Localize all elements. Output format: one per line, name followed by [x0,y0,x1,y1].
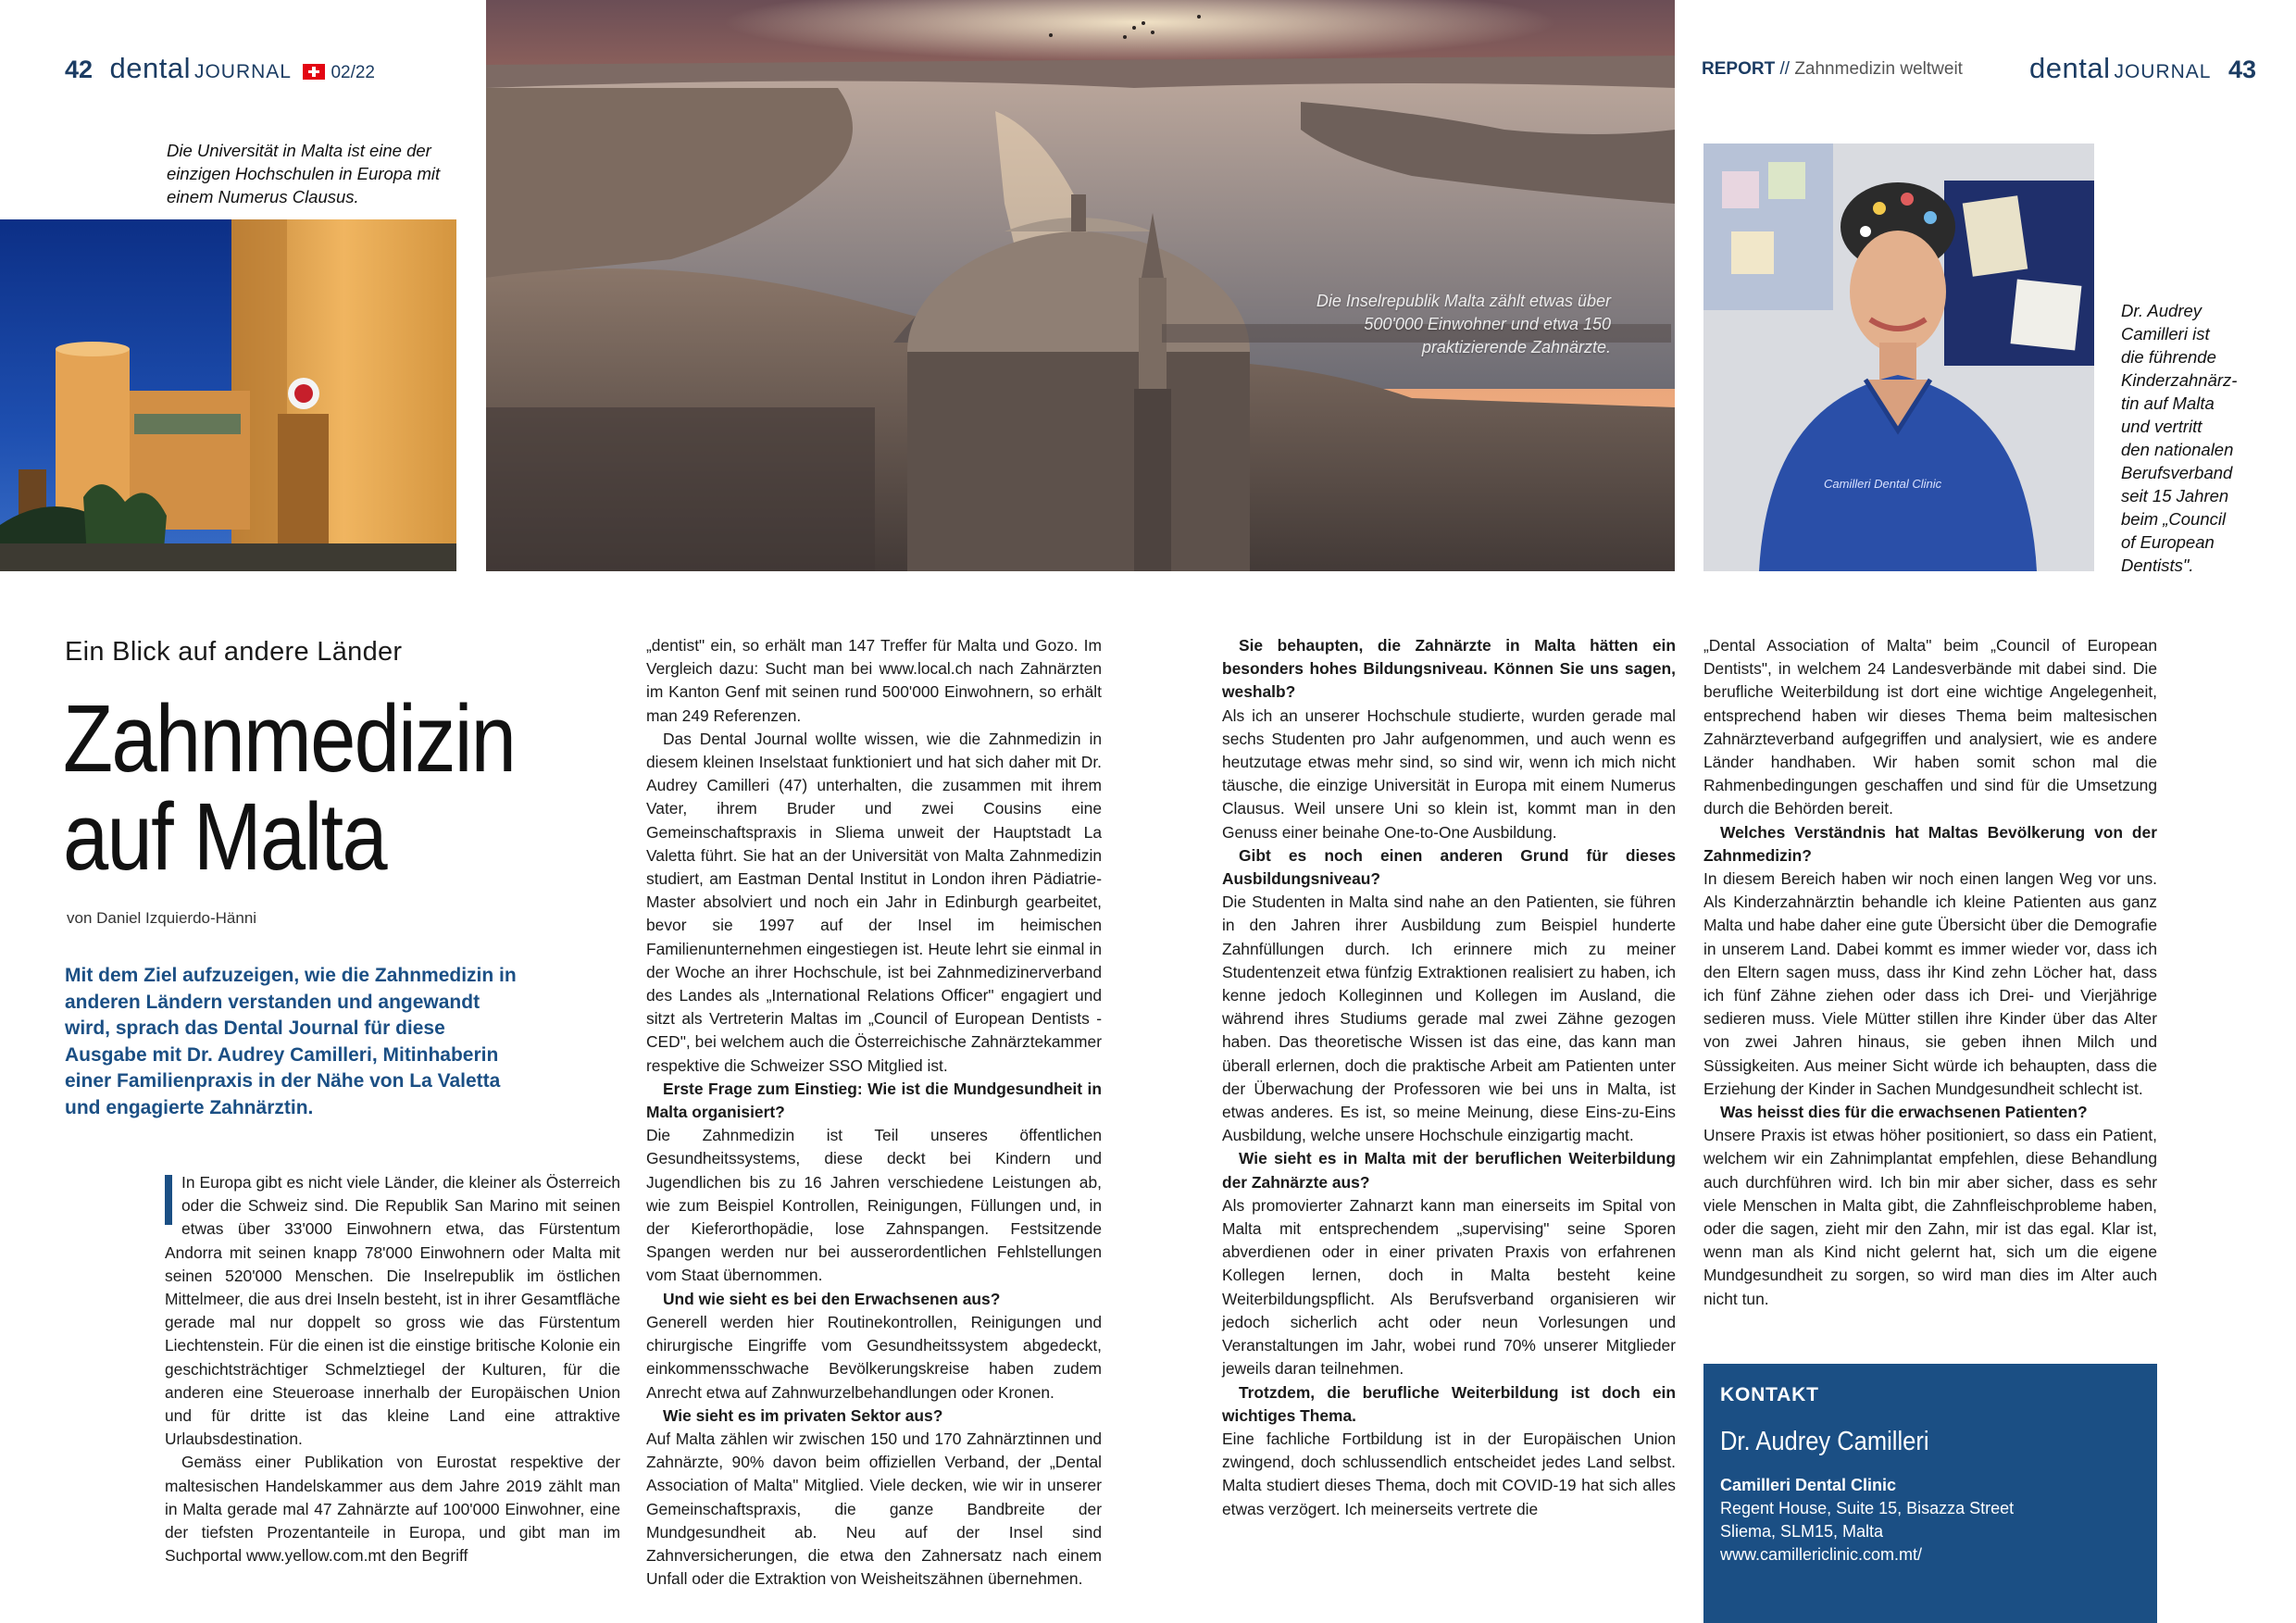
article-byline: von Daniel Izquierdo-Hänni [67,909,257,927]
contact-address-line-2: Sliema, SLM15, Malta [1720,1522,1884,1541]
paragraph: Gemäss einer Publikation von Eurostat respektive der maltesischen Handelskammer aus dem Jahre 2019 zählt man in Malta gerade mal 47 Zahnärzte auf 100'000 Einwohner, eine der tiefsten Prozentanteile in Europa, und gibt man im Suchportal www.yellow.com.mt den Begriff [165,1453,620,1566]
body-column-2 [646,634,1102,1591]
contact-box [1703,1364,2157,1623]
paragraph: „dentist" ein, so erhält man 147 Treffer für Malta und Gozo. Im Vergleich dazu: Sucht man bei www.local.ch nach Zahnärzten im Kanton Genf mit seinen rund 500'000 Einwohnern, so erhält man 249 Referenzen. [646,636,1102,725]
section-title: REPORT [1702,59,1776,79]
caption-valletta: Die Inselrepublik Malta zählt etwas über 500'000 Einwohner und etwa 150 praktizierende Zahnärzte. [1316,292,1611,356]
interview-question: Wie sieht es im privaten Sektor aus? [663,1405,943,1425]
paragraph: Als ich an unserer Hochschule studierte, wurden gerade mal sechs Studenten pro Jahr aufgenommen, und auch wenn es heutzutage etwas mehr sind, so sind wir, wenn ich mich nicht täusche, die einzige Universität in Europa mit einem Numerus Clausus. Weil unsere Uni so klein ist, kommt man in den Genuss einer beinahe One-to-One Ausbildung. [1222,705,1676,842]
university-photo [0,219,456,571]
interview-question: Was heisst dies für die erwachsenen Patienten? [1720,1103,2088,1122]
brand-logo-right: dental JOURNAL [2029,52,2212,84]
contact-address-line-1: Regent House, Suite 15, Bisazza Street [1720,1499,2015,1517]
paragraph: Auf Malta zählen wir zwischen 150 und 170 Zahnärztinnen und Zahnärzte, 90% davon beim offiziellen Verband, der „Dental Association of Malta" Mitglied. Viele decken, wie wir in unserer Gemeinschaftspraxis, die ganze Bandbreite der Mundgesundheit ab. Neu auf der Insel sind Zahnversicherungen, die etwa den Zahnersatz nach einem Unfall oder die Extraktion von Weisheitszähnen übernehmen. [646,1429,1102,1589]
contact-clinic: Camilleri Dental Clinic [1720,1476,1897,1494]
issue-number: 02/22 [331,63,375,82]
paragraph: „Dental Association of Malta" beim „Council of European Dentists", in welchem 24 Landesverbände mit dabei sind. Die berufliche Weiterbildung ist dort eine wichtige Angelegenheit, entsprechend haben wir dieses Thema beim maltesischen Zahnärzteverband aufgegriffen und analysiert, wie es andere Länder handhaben. Wir haben somit schon mal die Rahmenbedingungen geschaffen und sind für die Umsetzung durch die Behörden bereit. [1703,636,2157,818]
paragraph: Unsere Praxis ist etwas höher positioniert, so dass ein Patient, welchem wir ein Zahnimplantat empfehlen, diese Behandlung auch durchführen wird. Ich bin mir aber sicher, dass es sehr viele Menschen in Malta gibt, die Zahnfleischprobleme haben, oder die sagen, zieht mir den Zahn, mir ist das egal. Klar ist, wenn man als Kind nicht gelernt hat, sich um die eigene Mundgesundheit zu sorgen, so wird man dies im Alter auch nicht tun. [1703,1126,2157,1308]
interview-question: Gibt es noch einen anderen Grund für dieses Ausbildungsniveau? [1222,845,1676,889]
paragraph: Das Dental Journal wollte wissen, wie die Zahnmedizin in diesem kleinen Inselstaat funktioniert und hat sich daher mit Dr. Audrey Camilleri (47) unterhalten, die zusammen mit ihrem Vater, ihrem Bruder und zwei Cousins eine Gemeinschaftspraxis in Sliema unweit der Hauptstadt La Valetta führt. Sie hat an der Universität von Malta Zahnmedizin studiert, am Eastman Dental Institut in London ihren Pädiatrie-Master absolviert und noch ein Jahr in Edinburgh gearbeitet, bevor sie 1997 auf der Insel im heimischen Familienunternehmen eingestiegen ist. Heute lehrt sie einmal in der Woche an ihrer Hochschule, ist bei Zahnmedizinerverband des Landes als „International Relations Officer" engagiert und sitzt als Vertreterin Maltas im „Council of European Dentists - CED", bei welchem auch die Österreichische Zahnärztekammer respektive die Schweizer SSO Mitglied ist. [646,729,1102,1075]
page-number-left: 42 [65,56,94,83]
dentist-portrait-photo [1703,144,2094,571]
section-label: REPORT // Zahnmedizin weltweit [1702,59,1963,79]
paragraph: In Europa gibt es nicht viele Länder, die kleiner als Österreich oder die Schweiz sind. Die Republik San Marino mit seinen etwas über 33'000 Einwohnern etwa, das Fürstentum Andorra mit seinen knapp 78'000 Einwohnern oder Malta mit seinen 520'000 Menschen. Die Inselrepublik im östlichen Mittelmeer, die aus drei Inseln besteht, ist in ihrer Gesamtfläche gerade mal nur doppelt so gross wie das Fürstentum Liechtenstein. Für die einen ist die einstige britische Kolonie ein geschichtsträchtiger Schmelztiegel der Kulturen, für die anderen eine Steueroase innerhalb der Europäischen Union und für dritte ist das kleine Land eine attraktive Urlaubsdestination. [165,1173,620,1449]
header-right [2029,52,2256,85]
article-kicker: Ein Blick auf andere Länder [65,637,403,667]
interview-question: Trotzdem, die berufliche Weiterbildung ist doch ein wichtiges Thema. [1222,1382,1676,1425]
interview-question: Welches Verständnis hat Maltas Bevölkerung von der Zahnmedizin? [1703,822,2157,865]
contact-name: Dr. Audrey Camilleri [1720,1427,1929,1456]
header-left [65,52,375,85]
paragraph: Die Zahnmedizin ist Teil unseres öffentlichen Gesundheitssystems, diese deckt bei Kindern und Jugendlichen bis zu 16 Jahren verschiedene Leistungen ab, wie zum Beispiel Kontrollen, Reinigungen, Füllungen und, in der Kieferorthopädie, lose Zahnspangen. Festsitzende Spangen werden nur bei ausserordentlichen Fehlstellungen vom Staat übernommen. [646,1126,1102,1285]
interview-question: Erste Frage zum Einstieg: Wie ist die Mundgesundheit in Malta organisiert? [646,1079,1102,1122]
page-number-right: 43 [2227,56,2256,83]
contact-website-link[interactable]: www.camillericlinic.com.mt/ [1720,1545,1923,1564]
body-column-1 [165,1171,620,1567]
paragraph: Generell werden hier Routinekontrollen, Reinigungen und chirurgische Eingriffe vom Gesundheitssystem abgedeckt, einkommensschwache Bevölkerungskreise haben zudem Anrecht etwa auf Zahnwurzelbehandlungen oder Kronen. [646,1312,1102,1402]
brand-logo-left: dental JOURNAL [109,52,292,84]
clinic-logo-on-shirt: Camilleri Dental Clinic [1824,477,1942,491]
paragraph: In diesem Bereich haben wir noch einen langen Weg vor uns. Als Kinderzahnärztin behandle ich kleine Patienten aus ganz Malta und habe daher eine gute Übersicht über die Demografie in unserem Land. Dabei kommt es immer wieder vor, dass ich den Eltern sagen muss, dass ihr Kind zehn Löcher hat, dass ich fünf Zähne ziehen oder dass ich Drei- und Vierjährige sedieren muss. Viele Mütter stillen ihre Kinder über das Alter von zwei Jahren hinaus, sie geben ihnen Milch und Süssigkeiten. Aus meiner Sicht würde ich behaupten, dass die Erziehung der Kinder in Sachen Mundgesundheit schlecht ist. [1703,869,2157,1098]
caption-dentist: Dr. Audrey Camilleri ist die führende Kinderzahnärz- tin auf Malta und vertritt den nationalen Berufsverband seit 15 Jahren beim „Council of European Dentists". [2121,301,2238,575]
valletta-aerial-photo [486,0,1675,571]
paragraph: Die Studenten in Malta sind nahe an den Patienten, sie führen in den Jahren ihrer Ausbildung zum Beispiel hunderte Zahnfüllungen durch. Ich erinnere mich zu meiner Studentenzeit etwa fünfzig Extraktionen realisiert zu haben, ich kenne jedoch Kolleginnen und Kollegen im Ausland, die während ihres Studiums gerade mal zwei Zähne gezogen haben. Das theoretische Wissen ist das eine, das kann man überall erlernen, doch die praktische Arbeit am Patienten unter der Überwachung der Professoren wie bei uns in Malta, ist etwas anderes. Es ist, so meine Meinung, diese Eins-zu-Eins Ausbildung, welche unsere Hochschule einzigartig macht. [1222,893,1676,1145]
swiss-flag-icon [303,64,325,80]
contact-title: KONTAKT [1720,1384,1819,1405]
interview-question: Sie behaupten, die Zahnärzte in Malta hätten ein besonders hohes Bildungsniveau. Können Sie uns sagen, weshalb? [1222,636,1676,702]
body-column-3 [1222,634,1676,1521]
dropcap-bar [165,1175,172,1225]
paragraph: Eine fachliche Fortbildung ist in der Europäischen Union zwingend, doch schlussendlich entscheidet jedes Land selbst. Malta studiert dieses Thema, doch mit COVID-19 hat sich alles etwas verzögert. Ich meinerseits vertrete die [1222,1429,1676,1518]
section-subtitle: Zahnmedizin weltweit [1794,59,1963,79]
interview-question: Und wie sieht es bei den Erwachsenen aus? [663,1289,1001,1308]
caption-university: Die Universität in Malta ist eine der einzigen Hochschulen in Europa mit einem Numerus Clausus. [167,141,441,206]
article-lead: Mit dem Ziel aufzuzeigen, wie die Zahnmedizin in anderen Ländern verstanden und angewandt wird, sprach das Dental Journal für diese Ausgabe mit Dr. Audrey Camilleri, Mitinhaberin einer Familienpraxis in der Nähe von La Valetta und engagierte Zahnärztin. [65,965,517,1118]
paragraph: Als promovierter Zahnarzt kann man einerseits im Spital von Malta mit entsprechendem „supervising" seine Sporen abverdienen oder in einer privaten Praxis von erfahrenen Kollegen lernen, doch in Malta besteht keine Weiterbildungspflicht. Als Berufsverband organisieren wir jedoch sicherlich acht oder neun Vorlesungen und Veranstaltungen im Jahr, wobei rund 70% unserer Mitglieder jeweils daran teilnehmen. [1222,1195,1676,1379]
interview-question: Wie sieht es in Malta mit der beruflichen Weiterbildung der Zahnärzte aus? [1222,1149,1676,1192]
body-column-4 [1703,634,2157,1311]
article-title: Zahnmedizin auf Malta [63,685,516,890]
